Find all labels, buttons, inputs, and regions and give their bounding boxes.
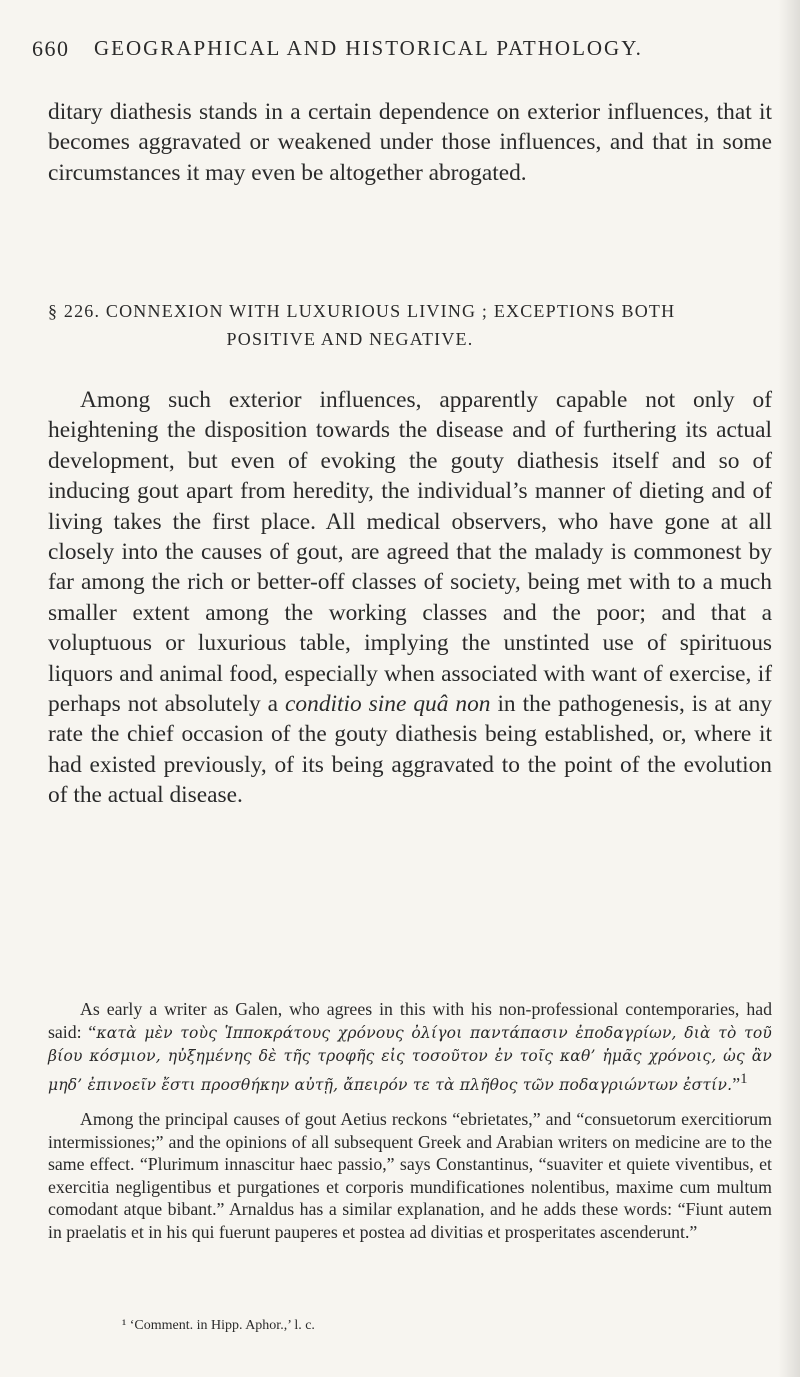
paragraph-main-text-2: in the pathogenesis, is at any rate the chief occasion of the gouty diathesis being established, or, where it had existed previously, of its being aggravated to the point of the evolution of the actual disease. <box>48 691 772 809</box>
section-title-line-2: POSITIVE AND NEGATIVE. <box>226 329 474 349</box>
galen-tail: ” <box>732 1073 741 1094</box>
footnote-marker: 1 <box>740 1070 748 1087</box>
page-header <box>32 22 760 62</box>
running-title: GEOGRAPHICAL AND HISTORICAL PATHOLOGY. <box>94 36 643 60</box>
paragraph-main <box>48 385 772 811</box>
latin-phrase: conditio sine quâ non <box>285 691 491 718</box>
paragraph-continuation: ditary diathesis stands in a certain dependence on exterior influences, that it becomes aggravated or weakened under those influences, and that in some circumstances it may even be altogether abrogated. <box>48 99 772 186</box>
page-number: 660 <box>32 36 70 61</box>
footnote: ¹ ‘Comment. in Hipp. Aphor.,’ l. c. <box>122 1318 315 1333</box>
paragraph-main-text-1: Among such exterior influences, apparently capable not only of heightening the disposition towards the disease and of furthering its actual development, but even of evoking the gouty diathesis itself and so of inducing gout apart from heredity, the individual’s manner of dieting and of living takes the first place. All medical observers, who have gone at all closely into the causes of gout, are agreed that the malady is commonest by far among the rich or better-off classes of society, being met with to a much smaller extent among the working classes and the poor; and that a voluptuous or luxurious table, implying the unstinted use of spirituous liquors and animal food, especially when associated with want of exercise, if perhaps not absolutely a <box>48 387 772 718</box>
galen-lead: As early a writer as Galen, who agrees in this with his non-professional contemporaries, had said: “ <box>48 999 772 1042</box>
page-gutter-shadow <box>778 0 800 1377</box>
section-heading <box>48 297 772 353</box>
galen-quote-paragraph <box>48 998 772 1096</box>
section-title-line-1: § 226. CONNEXION WITH LUXURIOUS LIVING ; EXCEPTIONS BOTH <box>48 301 676 321</box>
aetius-paragraph: Among the principal causes of gout Aetius reckons “ebrietates,” and “consuetorum exercitiorum intermissiones;” and the opinions of all subsequent Greek and Arabian writers on medicine are to the same effect. “Plurimum innascitur haec passio,” says Constantinus, “suaviter et quiete viventibus, et exercitia negligentibus et purgationes et corporis mundificationes nolentibus, maxime cum multum comodant atque bibant.” Arnaldus has a similar explanation, and he adds these words: “Fiunt autem in praelatis et in his qui fuerunt pauperes et postea ad divitias et prosperitates ascenderunt.” <box>48 1109 772 1242</box>
greek-quotation: κατὰ μὲν τοὺς Ἱπποκράτους χρόνους ὀλίγοι παντάπασιν ἐποδαγρίων, διὰ τὸ τοῦ βίου κόσμιον, ηὐξημένης δὲ τῆς τροφῆς εἰς τοσοῦτον ἐν τοῖς καθ’ ἡμᾶς χρόνοις, ὡς ἂν μηδ’ ἐπινοεῖν ἔστι προσθήκην αὐτῇ, ἄπειρόν τε τὰ πλῆθος τῶν ποδαγριώντων ἐστίν. <box>48 1023 772 1094</box>
